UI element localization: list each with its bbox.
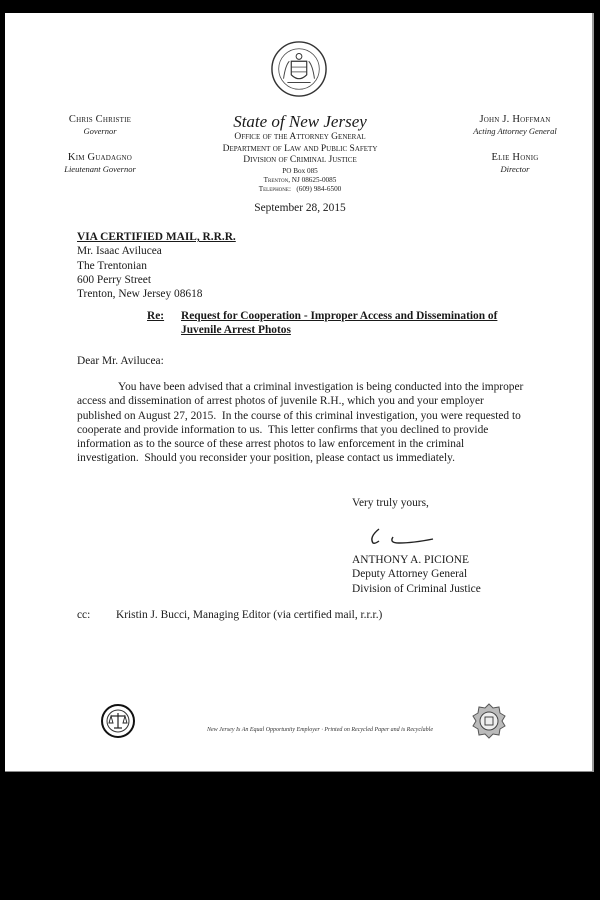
closing: Very truly yours, [352, 497, 429, 509]
body-line: You have been advised that a criminal investigation is being conducted into the improper [118, 381, 524, 393]
official-director [450, 152, 580, 175]
scales-of-justice-seal-icon [101, 704, 135, 738]
letter-date: September 28, 2015 [254, 202, 346, 214]
letterhead-po-box: PO Box 085 [282, 166, 318, 175]
subject-line-2: Juvenile Arrest Photos [181, 324, 291, 337]
body-line: information as to the source of these arrest photos to law enforcement in the criminal [77, 438, 465, 451]
official-lieutenant-governor [35, 152, 165, 175]
official-name: Kim Guadagno [67, 152, 133, 163]
official-name: Chris Christie [68, 114, 132, 125]
recipient-block [77, 230, 236, 301]
body-line: investigation. Should you reconsider your position, please contact us immediately. [77, 452, 455, 465]
letterhead-city: Trenton, NJ 08625-0085 [263, 175, 337, 184]
recipient-city: Trenton, New Jersey 08618 [77, 288, 203, 301]
salutation: Dear Mr. Avilucea: [77, 355, 164, 367]
letter-page [5, 13, 594, 772]
recipient-street: 600 Perry Street [77, 273, 152, 286]
signature-icon [363, 525, 443, 547]
footer-text: New Jersey Is An Equal Opportunity Employer · Printed on Recycled Paper and is Recyclable [207, 727, 433, 733]
letterhead-division: Division of Criminal Justice [243, 155, 357, 165]
letterhead-block [155, 132, 445, 194]
body-line: published on August 27, 2015. In the course of this criminal investigation, you were requested to [77, 409, 521, 422]
subject-label: Re: [147, 310, 165, 322]
official-name: John J. Hoffman [479, 114, 551, 125]
official-title: Governor [83, 126, 117, 136]
letterhead-telephone: Telephone: (609) 984-6500 [258, 184, 342, 193]
official-title: Lieutenant Governor [64, 164, 136, 174]
signer-name: ANTHONY A. PICIONE [352, 554, 469, 566]
body-line: access and dissemination of arrest photos of juvenile R.H., which you and your employer [77, 395, 484, 408]
official-governor [35, 114, 165, 137]
official-title: Acting Attorney General [473, 126, 557, 136]
recipient-name: Mr. Isaac Avilucea [77, 245, 162, 258]
signer-division: Division of Criminal Justice [352, 582, 481, 595]
letterhead-department: Department of Law and Public Safety [222, 143, 378, 154]
signer-title: Deputy Attorney General [352, 568, 468, 581]
body-line: cooperate and provide information to us. This letter confirms that you declined to provide [77, 423, 489, 436]
signer-block [352, 553, 481, 596]
subject-line-1: Request for Cooperation - Improper Access and Dissemination of [181, 310, 498, 322]
recipient-organization: The Trentonian [77, 259, 147, 272]
official-name: Elie Honig [491, 152, 539, 163]
cc-label: cc: [77, 609, 91, 621]
subject-block [181, 309, 561, 338]
police-badge-seal-icon [471, 703, 507, 739]
official-title: Director [500, 164, 530, 174]
state-seal-icon [270, 40, 328, 98]
delivery-method: VIA CERTIFIED MAIL, R.R.R. [77, 231, 236, 243]
cc-text: Kristin J. Bucci, Managing Editor (via certified mail, r.r.r.) [116, 609, 383, 621]
body-paragraph [77, 380, 547, 466]
letterhead-office: Office of the Attorney General [234, 132, 366, 142]
official-attorney-general [450, 114, 580, 137]
letterhead-state: State of New Jersey [233, 112, 367, 131]
